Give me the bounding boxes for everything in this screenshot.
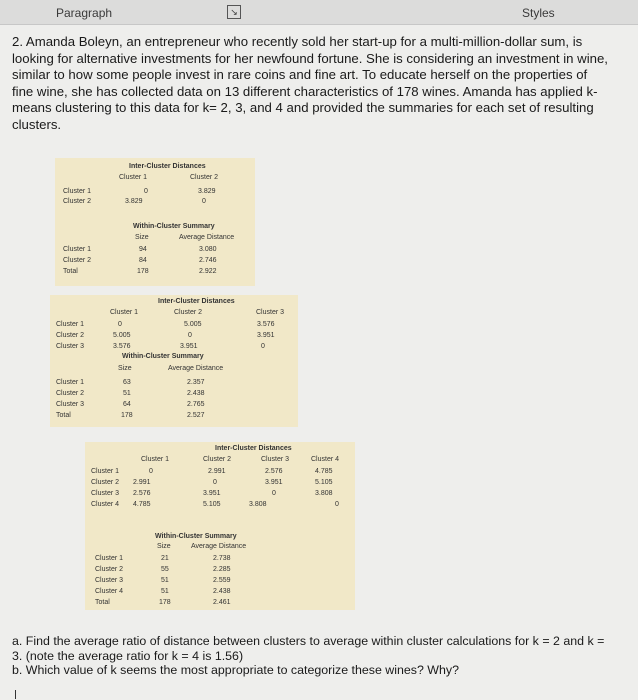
k3-table xyxy=(50,295,298,427)
k3-summary-label: Cluster 2 xyxy=(56,390,85,397)
k4-row-label: Cluster 3 xyxy=(91,490,120,497)
k2-cell: 0 xyxy=(144,188,148,195)
k4-cell: 3.951 xyxy=(265,479,283,486)
launcher-icon[interactable]: ↘ xyxy=(227,5,241,19)
styles-menu[interactable]: Styles xyxy=(522,6,555,20)
sub-question-a: a. Find the average ratio of distance between clusters to average within cluster calculations for k = 2 and k = 3. (note the average ratio for k = 4 is 1.56) xyxy=(12,634,605,663)
k3-summary-avg: 2.765 xyxy=(187,401,205,408)
k4-summary-avg: 2.438 xyxy=(213,588,231,595)
k3-cell: 3.951 xyxy=(180,343,198,350)
k4-col-header: Cluster 2 xyxy=(203,456,232,463)
k4-cell: 3.951 xyxy=(203,490,221,497)
k3-summary-avg: 2.438 xyxy=(187,390,205,397)
k2-summary-size: 94 xyxy=(139,246,147,253)
editor-toolbar xyxy=(0,0,638,25)
k3-cell: 5.005 xyxy=(184,321,202,328)
text-cursor xyxy=(15,690,16,699)
k4-inter-title: Inter-Cluster Distances xyxy=(215,445,292,452)
k2-cell: 3.829 xyxy=(198,188,216,195)
k3-row-label: Cluster 3 xyxy=(56,343,85,350)
k4-row-label: Cluster 2 xyxy=(91,479,120,486)
k3-cell: 0 xyxy=(261,343,265,350)
k4-summary-avg: 2.461 xyxy=(213,599,231,606)
k3-cell: 3.576 xyxy=(257,321,275,328)
k2-size-header: Size xyxy=(135,234,149,241)
k4-summary-label: Cluster 2 xyxy=(95,566,124,573)
k4-col-header: Cluster 1 xyxy=(141,456,170,463)
k3-col-header: Cluster 2 xyxy=(174,309,203,316)
k2-summary-label: Cluster 1 xyxy=(63,246,92,253)
k2-table xyxy=(55,158,255,286)
k3-avg-header: Average Distance xyxy=(168,365,224,372)
k4-summary-label: Cluster 3 xyxy=(95,577,124,584)
k4-summary-label: Cluster 4 xyxy=(95,588,124,595)
k4-cell: 2.991 xyxy=(208,468,226,475)
k3-row-label: Cluster 1 xyxy=(56,321,85,328)
k2-summary-avg: 2.922 xyxy=(199,268,217,275)
k4-row-label: Cluster 4 xyxy=(91,501,120,508)
k2-row-label: Cluster 1 xyxy=(63,188,92,195)
k2-cell: 0 xyxy=(202,198,206,205)
k4-cell: 0 xyxy=(213,479,217,486)
sub-question-b: b. Which value of k seems the most appropriate to categorize these wines? Why? xyxy=(12,663,459,678)
k3-summary-label: Total xyxy=(56,412,71,419)
k4-within-title: Within-Cluster Summary xyxy=(155,533,237,540)
k2-summary-label: Cluster 2 xyxy=(63,257,92,264)
question-text: 2. Amanda Boleyn, an entrepreneur who recently sold her start-up for a multi-million-dollar sum, is looking for alternative investments for her newfound fortune. She is considering an investment in wine, similar to how some people invest in rare coins and fine art. To educate herself on the properties of fine wine, she has collected data on 13 different characteristics of 178 wines. Amanda has applied k-means clustering to this data for k= 2, 3, and 4 and provided the summaries for each set of resulting clusters. xyxy=(12,34,608,132)
k4-cell: 5.105 xyxy=(203,501,221,508)
sub-questions xyxy=(12,634,612,678)
k3-summary-size: 63 xyxy=(123,379,131,386)
k4-size-header: Size xyxy=(157,543,171,550)
k4-col-header: Cluster 3 xyxy=(261,456,290,463)
k4-summary-avg: 2.559 xyxy=(213,577,231,584)
k3-row-label: Cluster 2 xyxy=(56,332,85,339)
k3-col-header: Cluster 3 xyxy=(256,309,285,316)
k4-cell: 2.576 xyxy=(265,468,283,475)
k3-cell: 5.005 xyxy=(113,332,131,339)
k4-row-label: Cluster 1 xyxy=(91,468,120,475)
k4-avg-header: Average Distance xyxy=(191,543,247,550)
k4-cell: 2.991 xyxy=(133,479,151,486)
k4-cell: 3.808 xyxy=(249,501,267,508)
k2-summary-avg: 2.746 xyxy=(199,257,217,264)
k2-col-header: Cluster 1 xyxy=(119,174,148,181)
k2-col-header: Cluster 2 xyxy=(190,174,219,181)
k4-cell: 4.785 xyxy=(315,468,333,475)
k4-summary-label: Total xyxy=(95,599,110,606)
k2-summary-size: 84 xyxy=(139,257,147,264)
k3-summary-size: 64 xyxy=(123,401,131,408)
k3-cell: 3.951 xyxy=(257,332,275,339)
k3-summary-size: 51 xyxy=(123,390,131,397)
paragraph-menu[interactable]: Paragraph xyxy=(56,6,113,20)
k2-inter-title: Inter-Cluster Distances xyxy=(129,163,206,170)
k4-summary-avg: 2.738 xyxy=(213,555,231,562)
k4-summary-size: 21 xyxy=(161,555,169,562)
k2-row-label: Cluster 2 xyxy=(63,198,92,205)
k4-table xyxy=(85,442,355,610)
k3-summary-label: Cluster 1 xyxy=(56,379,85,386)
k3-cell: 0 xyxy=(118,321,122,328)
k3-cell: 3.576 xyxy=(113,343,131,350)
k4-summary-size: 55 xyxy=(161,566,169,573)
k4-col-header: Cluster 4 xyxy=(311,456,340,463)
k4-cell: 0 xyxy=(335,501,339,508)
k3-within-title: Within-Cluster Summary xyxy=(122,353,204,360)
k3-inter-title: Inter-Cluster Distances xyxy=(158,298,235,305)
k4-summary-size: 178 xyxy=(159,599,171,606)
k3-size-header: Size xyxy=(118,365,132,372)
k4-cell: 3.808 xyxy=(315,490,333,497)
k2-avg-header: Average Distance xyxy=(179,234,235,241)
k3-summary-avg: 2.357 xyxy=(187,379,205,386)
k3-cell: 0 xyxy=(188,332,192,339)
k2-summary-size: 178 xyxy=(137,268,149,275)
k2-summary-label: Total xyxy=(63,268,78,275)
k4-cell: 4.785 xyxy=(133,501,151,508)
k4-cell: 5.105 xyxy=(315,479,333,486)
k4-cell: 0 xyxy=(272,490,276,497)
k3-col-header: Cluster 1 xyxy=(110,309,139,316)
k4-cell: 0 xyxy=(149,468,153,475)
k3-summary-avg: 2.527 xyxy=(187,412,205,419)
k3-summary-label: Cluster 3 xyxy=(56,401,85,408)
k4-summary-label: Cluster 1 xyxy=(95,555,124,562)
k4-summary-size: 51 xyxy=(161,588,169,595)
k2-cell: 3.829 xyxy=(125,198,143,205)
k2-summary-avg: 3.080 xyxy=(199,246,217,253)
k4-summary-size: 51 xyxy=(161,577,169,584)
k4-cell: 2.576 xyxy=(133,490,151,497)
k4-summary-avg: 2.285 xyxy=(213,566,231,573)
k2-within-title: Within-Cluster Summary xyxy=(133,223,215,230)
k3-summary-size: 178 xyxy=(121,412,133,419)
